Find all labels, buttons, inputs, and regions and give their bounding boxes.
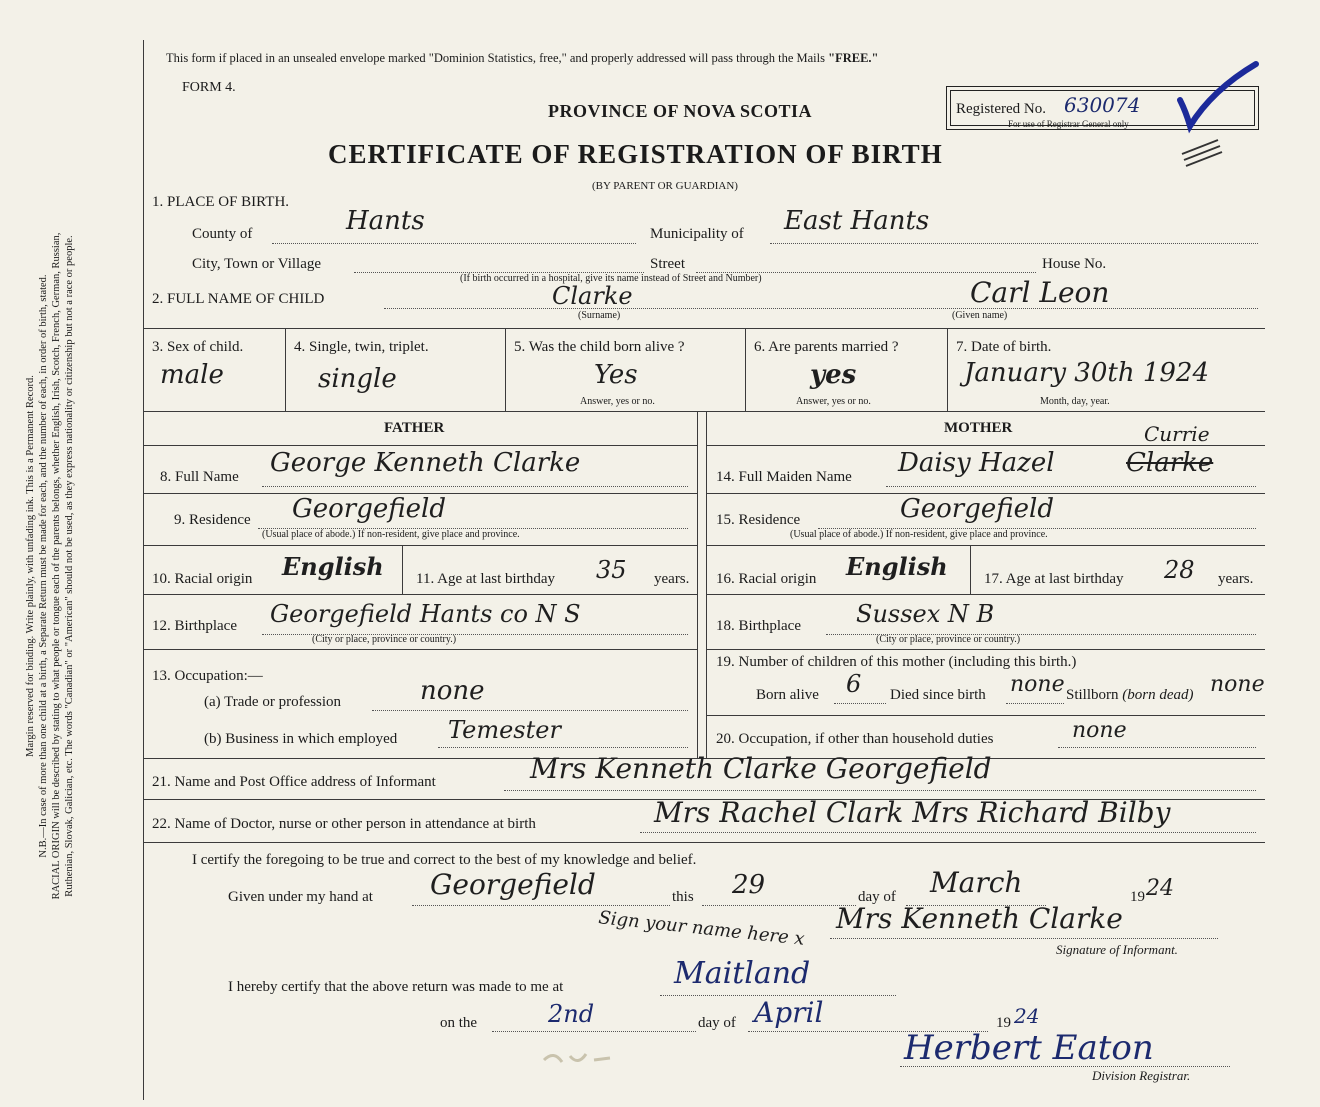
mother-name-line (886, 486, 1256, 487)
surname-note: (Surname) (578, 310, 621, 321)
ink-smudge-icon (540, 1046, 620, 1070)
certificate-title: CERTIFICATE OF REGISTRATION OF BIRTH (328, 139, 943, 169)
given-place-line (412, 905, 670, 906)
mother-age-label: 17. Age at last birthday (984, 571, 1124, 587)
born-alive-note: Answer, yes or no. (580, 396, 655, 407)
died-since-birth-label: Died since birth (890, 687, 986, 703)
mother-row16-divider (970, 545, 971, 594)
stillborn-label-text: Stillborn (1066, 687, 1119, 703)
mother-row16-rule (706, 594, 1265, 595)
reg-day-line (492, 1031, 696, 1032)
row3-divider-4 (947, 328, 948, 411)
mother-occupation-line (1058, 747, 1256, 748)
father-name-line (262, 486, 688, 487)
margin-note-2: N.B.—In case of more than one child at a birth, a Separate Return must be made for each, and the number of each, in order of birth, stated. (38, 274, 49, 858)
father-birthplace-label: 12. Birthplace (152, 618, 237, 634)
father-trade-label: (a) Trade or profession (204, 694, 342, 710)
informant-line (504, 790, 1256, 791)
pen-scribble-icon (1178, 134, 1228, 174)
mother-name-value: Daisy Hazel (898, 448, 1055, 478)
day-value: 29 (732, 870, 766, 900)
father-row12-rule (143, 649, 697, 650)
column-divider-outer-left (697, 411, 698, 758)
mail-notice (166, 51, 878, 66)
registrar-caption: Division Registrar. (1092, 1068, 1191, 1083)
informant-signature-line (830, 938, 1218, 939)
column-divider-outer-right (706, 411, 707, 758)
father-heading-rule (143, 445, 697, 446)
year-prefix: 19 (1130, 889, 1145, 905)
day-line (702, 905, 856, 906)
mother-birthplace-label: 18. Birthplace (716, 618, 801, 634)
father-age-unit: years. (654, 571, 690, 587)
mother-occupation-value: none (1072, 718, 1127, 743)
father-name-label: 8. Full Name (160, 469, 239, 485)
father-birthplace-value: Georgefield Hants co N S (270, 600, 581, 628)
plurality-label: 4. Single, twin, triplet. (294, 339, 429, 355)
municipality-label: Municipality of (650, 226, 744, 242)
check-mark-icon (1172, 60, 1262, 140)
margin-note-1: Margin reserved for binding. Write plainly, with unfading ink. This is a Permanent Record. (25, 375, 36, 757)
this-label: this (672, 889, 694, 905)
born-alive-label: 5. Was the child born alive ? (514, 339, 685, 355)
stillborn-note: (born dead) (1122, 687, 1194, 703)
registrar-note: For use of Registrar General only (1008, 119, 1129, 129)
parents-married-value: yes (810, 360, 857, 390)
mother-row19-rule (706, 715, 1265, 716)
mother-name-label: 14. Full Maiden Name (716, 469, 852, 485)
child-name-label: 2. FULL NAME OF CHILD (152, 291, 325, 307)
father-business-label: (b) Business in which employed (204, 731, 398, 747)
given-place-value: Georgefield (430, 868, 596, 901)
parents-married-note: Answer, yes or no. (796, 396, 871, 407)
given-under-label: Given under my hand at (228, 889, 373, 905)
certification-statement: I certify the foregoing to be true and correct to the best of my knowledge and belief. (192, 852, 697, 868)
attendant-label: 22. Name of Doctor, nurse or other person in attendance at birth (152, 816, 536, 832)
month-value: March (930, 866, 1023, 899)
father-row10-divider (402, 545, 403, 594)
on-the-label: on the (440, 1015, 478, 1031)
mother-heading: MOTHER (944, 420, 1013, 436)
father-name-value: George Kenneth Clarke (270, 448, 581, 478)
father-residence-note: (Usual place of abode.) If non-resident, give place and province. (262, 529, 520, 540)
registered-label: Registered No. (956, 101, 1046, 117)
reg-month-value: April (754, 996, 824, 1029)
mother-row18-rule (706, 649, 1265, 650)
father-birthplace-note: (City or place, province or country.) (312, 634, 457, 645)
form-number: FORM 4. (182, 80, 236, 95)
place-of-birth-heading: 1. PLACE OF BIRTH. (152, 194, 290, 210)
parents-married-label: 6. Are parents married ? (754, 339, 899, 355)
born-alive-count-label: Born alive (756, 687, 819, 703)
certificate-subtitle: (BY PARENT OR GUARDIAN) (592, 180, 738, 192)
mother-racial-value: English (846, 552, 948, 581)
father-racial-label: 10. Racial origin (152, 571, 253, 587)
father-racial-value: English (282, 552, 384, 581)
father-row10-rule (143, 594, 697, 595)
attendant-value: Mrs Rachel Clark Mrs Richard Bilby (654, 796, 1171, 829)
mother-children-label: 19. Number of children of this mother (including this birth.) (716, 654, 1077, 670)
born-alive-count-value: 6 (846, 670, 862, 698)
informant-signature: Mrs Kenneth Clarke (836, 902, 1123, 935)
plurality-value: single (318, 364, 397, 394)
row3-top-border (143, 328, 1265, 329)
year-value: 24 (1146, 876, 1174, 901)
reg-day-of-label: day of (698, 1015, 736, 1031)
stillborn-value: none (1210, 672, 1265, 697)
mother-birthplace-value: Sussex N B (856, 600, 995, 628)
mother-birthplace-note: (City or place, province or country.) (876, 634, 1021, 645)
sex-value: male (160, 360, 224, 390)
binding-margin-line (143, 40, 144, 1100)
mother-occupation-label: 20. Occupation, if other than household duties (716, 731, 994, 747)
mother-age-value: 28 (1164, 556, 1195, 584)
mother-residence-label: 15. Residence (716, 512, 801, 528)
registered-number: 630074 (1064, 93, 1141, 117)
registrar-place-value: Maitland (674, 956, 811, 991)
margin-note-4: Ruthenian, Slovak, Galician, etc. The words "Canadian" or "American" should not be used, as they express nationality or citizenship but not a race or people. (64, 235, 75, 897)
registrar-signature: Herbert Eaton (904, 1028, 1154, 1068)
child-name-line (384, 308, 1258, 309)
mother-residence-value: Georgefield (900, 494, 1054, 524)
father-residence-label: 9. Residence (174, 512, 251, 528)
father-trade-line (372, 710, 688, 711)
row3-divider-3 (745, 328, 746, 411)
child-given-name: Carl Leon (970, 276, 1110, 309)
province-heading: PROVINCE OF NOVA SCOTIA (548, 101, 813, 121)
reg-year-prefix: 19 (996, 1015, 1011, 1031)
father-occupation-label: 13. Occupation:— (152, 668, 263, 684)
margin-note-3: RACIAL ORIGIN will be described by stating to what people or tongue each of the parents belongs, whether English, Irish, Scotch, French, German, Russian, (51, 232, 62, 900)
sex-label: 3. Sex of child. (152, 339, 244, 355)
attendant-rule (143, 842, 1265, 843)
mother-racial-label: 16. Racial origin (716, 571, 817, 587)
reg-year-value: 24 (1014, 1004, 1040, 1028)
father-row9-rule (143, 545, 697, 546)
municipality-line (770, 243, 1258, 244)
day-of-label: day of (858, 889, 896, 905)
mother-row15-rule (706, 545, 1265, 546)
father-trade-value: none (420, 676, 485, 706)
date-of-birth-note: Month, day, year. (1040, 396, 1110, 407)
father-age-value: 35 (596, 556, 627, 584)
row3-divider-1 (285, 328, 286, 411)
county-label: County of (192, 226, 253, 242)
father-business-value: Temester (448, 716, 561, 744)
father-heading: FATHER (384, 420, 445, 436)
mother-name-correction: Currie (1144, 422, 1210, 446)
child-surname: Clarke (552, 282, 633, 310)
house-label: House No. (1042, 256, 1107, 272)
row3-divider-2 (505, 328, 506, 411)
attendant-line (640, 832, 1256, 833)
died-since-birth-line (1006, 703, 1064, 704)
county-value: Hants (346, 206, 425, 236)
date-of-birth-label: 7. Date of birth. (956, 339, 1052, 355)
sign-instruction: Sign your name here x (597, 907, 806, 950)
stillborn-label (1066, 687, 1194, 704)
father-business-line (438, 747, 688, 748)
mail-notice-text: This form if placed in an unsealed envelope marked "Dominion Statistics, free," and properly addressed will pass through the Mails (166, 51, 829, 65)
mother-residence-note: (Usual place of abode.) If non-resident, give place and province. (790, 529, 1048, 540)
born-alive-count-line (834, 703, 886, 704)
mail-notice-free: "FREE." (828, 51, 879, 65)
informant-label: 21. Name and Post Office address of Informant (152, 774, 436, 790)
signature-caption: Signature of Informant. (1056, 942, 1178, 957)
died-since-birth-value: none (1010, 672, 1065, 697)
informant-value: Mrs Kenneth Clarke Georgefield (530, 752, 992, 785)
father-age-label: 11. Age at last birthday (416, 571, 555, 587)
date-of-birth-value: January 30th 1924 (964, 358, 1210, 388)
registrar-signature-line (900, 1066, 1230, 1067)
registrar-statement: I hereby certify that the above return was made to me at (228, 979, 564, 995)
born-alive-value: Yes (594, 360, 638, 390)
mother-name-struck: Clarke (1126, 448, 1214, 478)
margin-notes (24, 46, 76, 1086)
county-line (272, 243, 636, 244)
row3-bottom-border (143, 411, 1265, 412)
given-name-note: (Given name) (952, 310, 1008, 321)
municipality-value: East Hants (784, 206, 930, 236)
street-label: Street (650, 256, 685, 272)
reg-day-value: 2nd (548, 1000, 595, 1028)
city-label: City, Town or Village (192, 256, 322, 272)
mother-age-unit: years. (1218, 571, 1254, 587)
hospital-note: (If birth occurred in a hospital, give its name instead of Street and Number) (460, 273, 762, 284)
father-residence-value: Georgefield (292, 494, 446, 524)
